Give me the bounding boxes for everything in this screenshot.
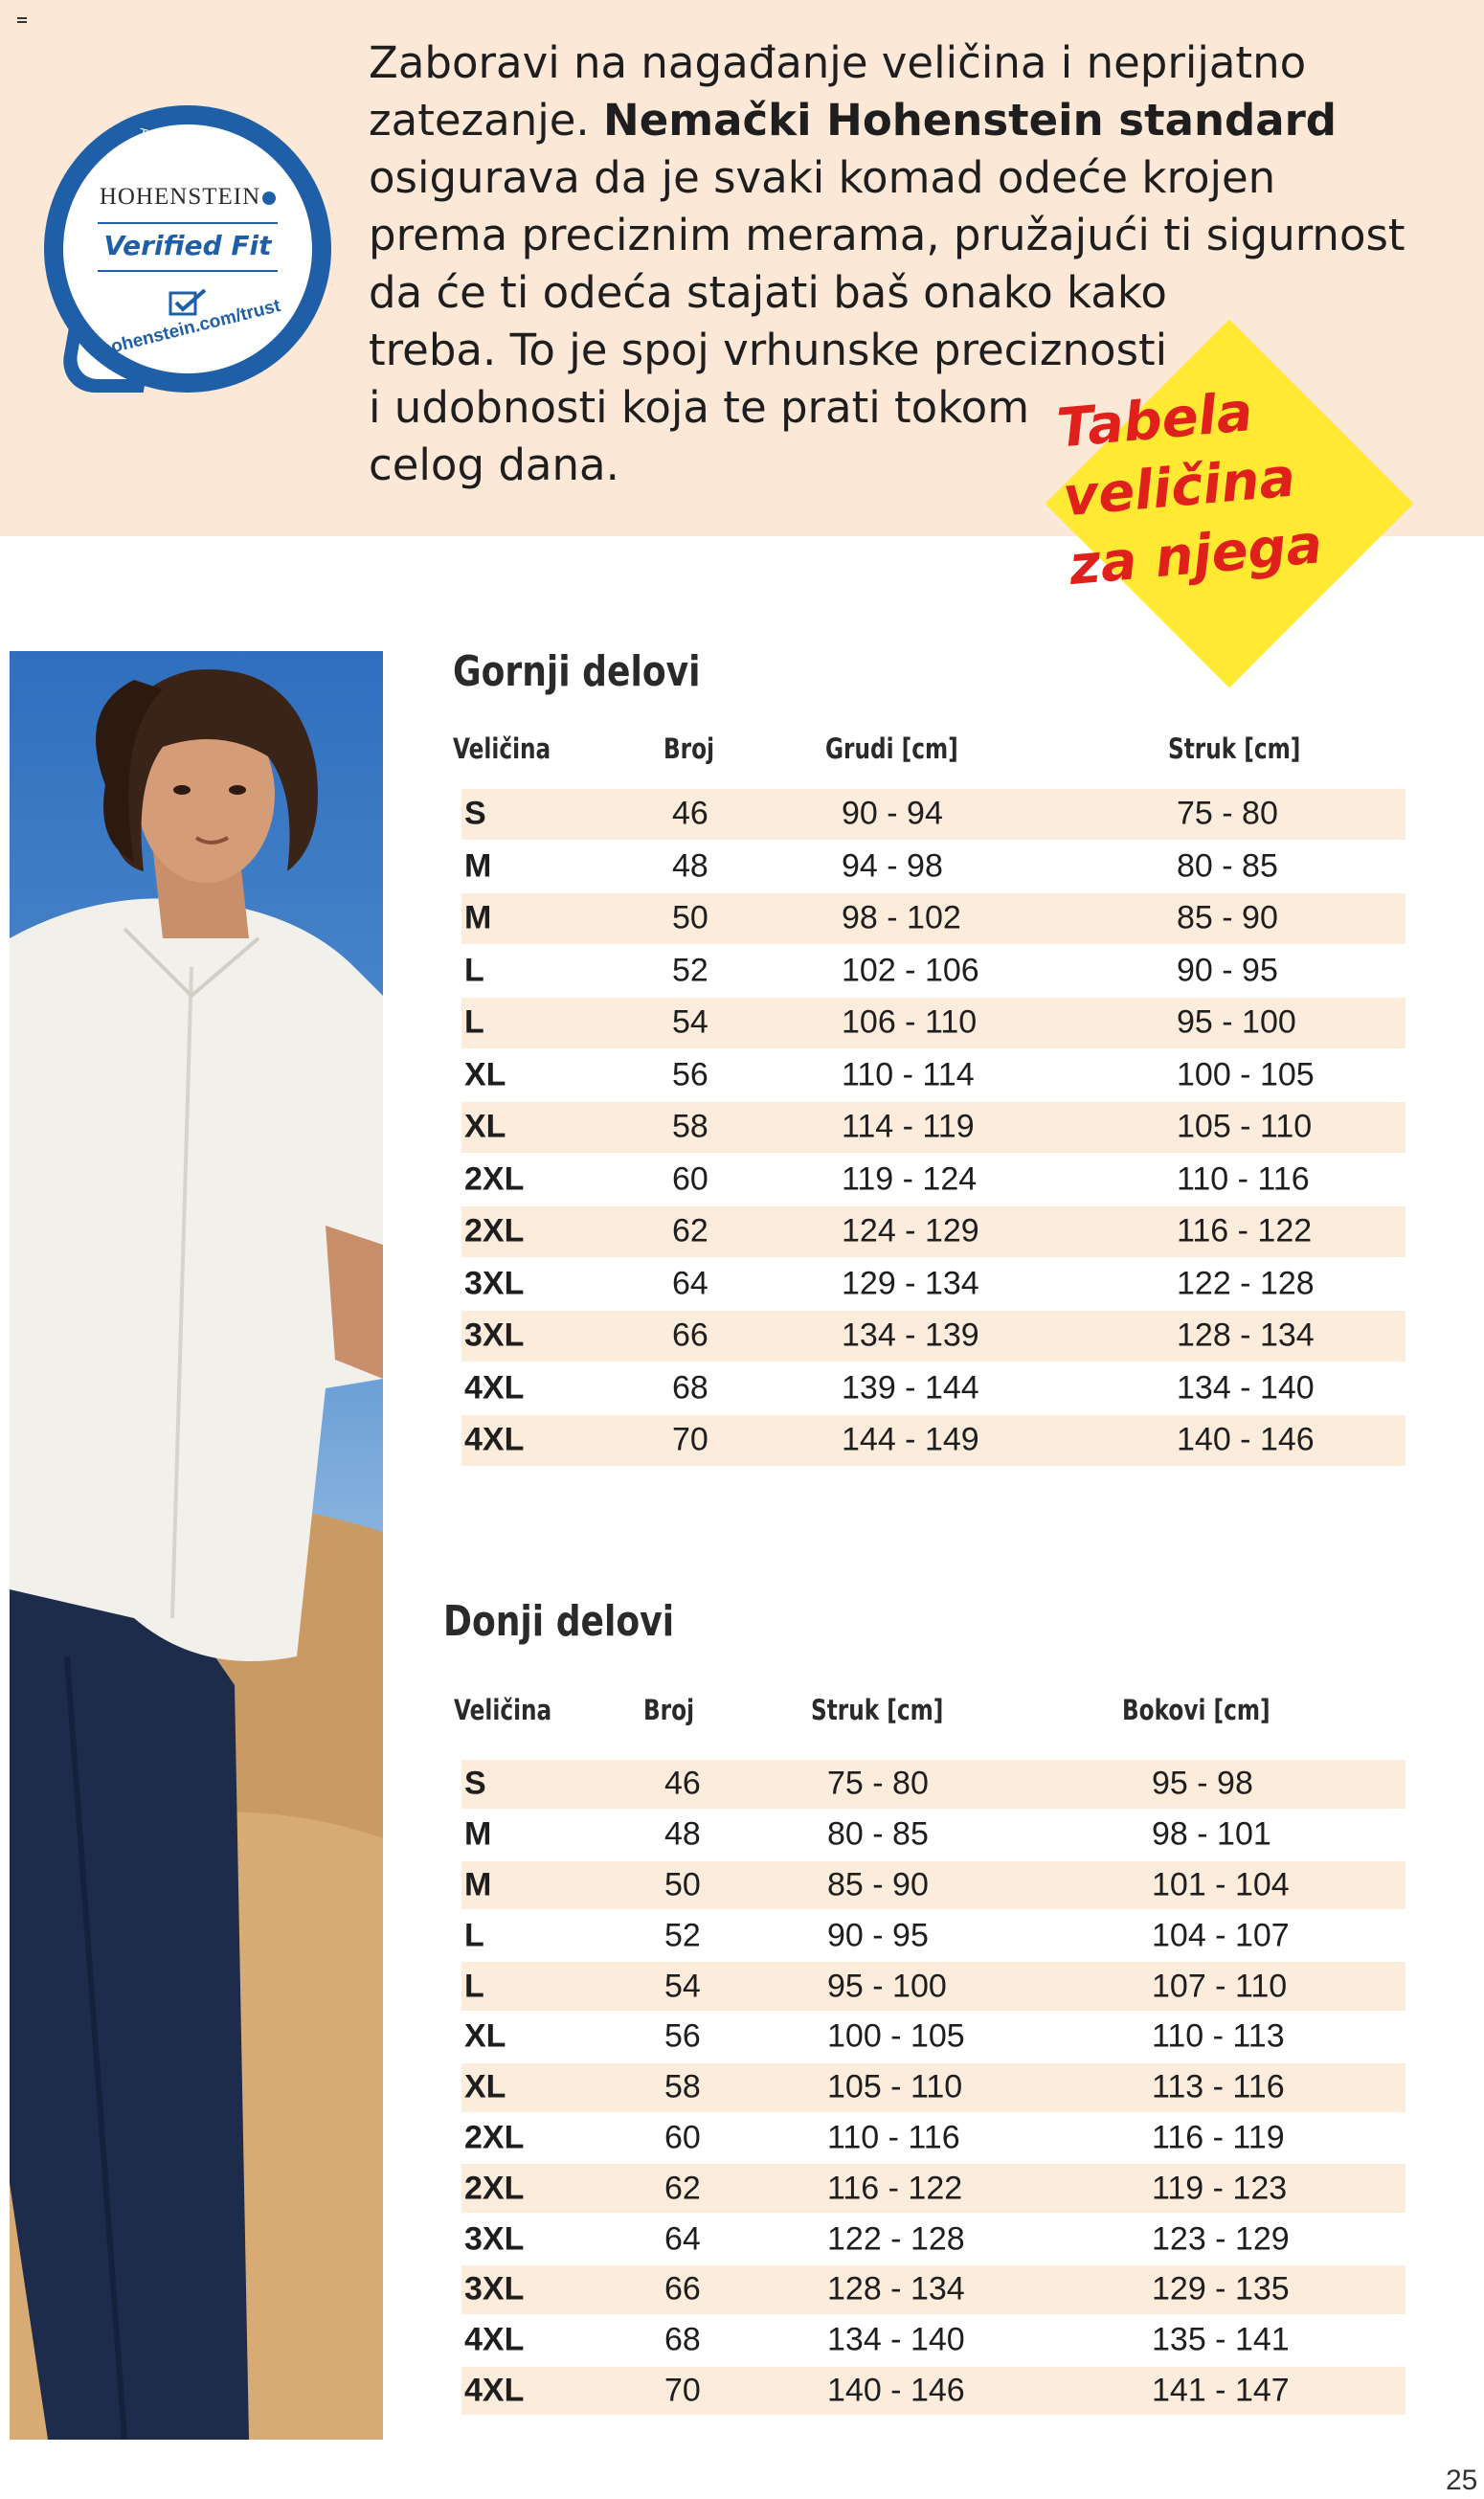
cell-waist: 80 - 85 [827,1815,929,1853]
cell-number: 46 [664,1765,701,1802]
cell-waist: 85 - 90 [1177,899,1278,936]
table-row [461,2114,1405,2165]
intro-line: da će ti odeća stajati baš onako kako [369,267,1167,318]
cell-number: 64 [672,1265,708,1302]
cell-number: 62 [672,1212,708,1250]
cell-hips: 101 - 104 [1152,1866,1290,1903]
cell-hips: 141 - 147 [1152,2372,1290,2409]
cell-size: XL [464,2068,506,2105]
cell-waist: 95 - 100 [827,1968,947,2005]
intro-line: treba. To je spoj vrhunske preciznosti [369,325,1168,375]
lower-header-hips: Bokovi [cm] [1122,1694,1270,1726]
cell-waist: 100 - 105 [827,2017,965,2055]
table-row [461,1811,1405,1861]
table-row [461,1861,1405,1912]
table-row [461,1911,1405,1962]
cell-waist: 140 - 146 [1177,1421,1315,1458]
cell-waist: 110 - 116 [827,2119,960,2156]
cell-size: M [464,1815,492,1853]
cell-number: 64 [664,2220,701,2258]
table-row [461,1415,1405,1468]
cell-waist: 85 - 90 [827,1866,929,1903]
cell-number: 66 [672,1317,708,1354]
cell-waist: 140 - 146 [827,2372,965,2409]
cell-size: S [464,795,486,832]
cell-size: 2XL [464,2119,525,2156]
table-row [461,1206,1405,1259]
menu-icon[interactable] [17,17,27,25]
cell-size: M [464,899,492,936]
intro-line: i udobnosti koja te prati tokom [369,382,1030,433]
cell-hips: 95 - 98 [1152,1765,1253,1802]
cell-waist: 134 - 140 [1177,1369,1315,1407]
badge-brand-text: HOHENSTEIN [99,184,261,210]
cell-size: L [464,1968,484,2005]
table-row [461,2265,1405,2316]
cell-number: 70 [672,1421,708,1458]
cell-size: L [464,952,484,989]
cell-number: 52 [664,1917,701,1954]
cell-number: 58 [672,1108,708,1145]
table-row [461,1259,1405,1312]
cell-hips: 116 - 119 [1152,2119,1285,2156]
cell-number: 58 [664,2068,701,2105]
table-row [461,1962,1405,2013]
intro-line: celog dana. [369,439,619,490]
hohenstein-badge [44,105,347,408]
table-row [461,1363,1405,1416]
cell-size: 3XL [464,1317,525,1354]
cell-hips: 107 - 110 [1152,1968,1288,2005]
cell-chest: 98 - 102 [842,899,961,936]
cell-number: 68 [672,1369,708,1407]
cell-chest: 124 - 129 [842,1212,979,1250]
cell-number: 56 [664,2017,701,2055]
model-illustration [10,651,383,2440]
cell-waist: 116 - 122 [827,2170,963,2207]
cell-number: 48 [664,1815,701,1853]
cell-size: 2XL [464,2170,525,2207]
cell-size: 2XL [464,1212,525,1250]
table-row [461,2316,1405,2367]
cell-size: 3XL [464,2220,525,2258]
cell-waist: 75 - 80 [827,1765,929,1802]
cell-size: XL [464,2017,506,2055]
intro-line: Zaboravi na nagađanje veličina i neprijatno [369,37,1307,88]
cell-number: 46 [672,795,708,832]
banner-line: Tabela [1054,381,1255,461]
cell-size: XL [464,1108,506,1145]
cell-hips: 129 - 135 [1152,2270,1290,2308]
cell-size: 3XL [464,2270,525,2308]
cell-chest: 110 - 114 [842,1056,975,1093]
cell-hips: 119 - 123 [1152,2170,1288,2207]
lower-table-title: Donji delovi [443,1597,675,1646]
cell-waist: 75 - 80 [1177,795,1278,832]
table-row [461,1155,1405,1207]
badge-tested-text: Tested in Germany [136,125,259,170]
table-row [461,789,1405,842]
cell-number: 54 [672,1003,708,1041]
cell-hips: 123 - 129 [1152,2220,1290,2258]
cell-number: 68 [664,2321,701,2358]
cell-waist: 110 - 116 [1177,1160,1310,1198]
table-row [461,1311,1405,1363]
lower-header-size: Veličina [454,1694,552,1726]
badge-verified-fit: Verified Fit [103,230,272,261]
cell-number: 56 [672,1056,708,1093]
table-row [461,2063,1405,2114]
cell-waist: 80 - 85 [1177,847,1278,885]
cell-size: L [464,1003,484,1041]
upper-header-waist: Struk [cm] [1168,732,1301,765]
cell-size: 4XL [464,2372,525,2409]
lower-header-waist: Struk [cm] [811,1694,944,1726]
table-row [461,2013,1405,2063]
table-row [461,998,1405,1050]
badge-divider [98,270,278,272]
checkbox-icon [169,287,209,318]
banner-line: za njega [1067,513,1325,598]
cell-hips: 110 - 113 [1152,2017,1285,2055]
upper-header-number: Broj [663,732,715,765]
cell-hips: 135 - 141 [1152,2321,1290,2358]
lower-size-table [461,1760,1405,2417]
cell-chest: 94 - 98 [842,847,943,885]
size-chart-banner-text [1054,362,1453,601]
table-row [461,893,1405,946]
cell-number: 60 [664,2119,701,2156]
cell-waist: 116 - 122 [1177,1212,1313,1250]
upper-header-chest: Grudi [cm] [825,732,958,765]
cell-size: L [464,1917,484,1954]
table-row [461,1760,1405,1811]
table-row [461,842,1405,894]
lower-header-number: Broj [643,1694,695,1726]
cell-size: M [464,847,492,885]
page-number: 25 [1446,2465,1478,2496]
intro-line: prema preciznim merama, pružajući ti sigurnost [369,210,1405,260]
cell-chest: 102 - 106 [842,952,979,989]
banner-line: veličina [1060,446,1298,529]
cell-waist: 100 - 105 [1177,1056,1315,1093]
cell-number: 48 [672,847,708,885]
cell-number: 66 [664,2270,701,2308]
cell-size: 4XL [464,1421,525,1458]
cell-size: 4XL [464,2321,525,2358]
cell-waist: 90 - 95 [1177,952,1278,989]
cell-waist: 90 - 95 [827,1917,929,1954]
cell-number: 60 [672,1160,708,1198]
cell-chest: 119 - 124 [842,1160,978,1198]
model-photo [10,651,383,2440]
table-row [461,2367,1405,2418]
cell-size: XL [464,1056,506,1093]
cell-waist: 105 - 110 [827,2068,963,2105]
intro-line: osigurava da je svaki komad odeće krojen [369,152,1276,203]
table-row [461,1102,1405,1155]
cell-waist: 134 - 140 [827,2321,965,2358]
cell-number: 54 [664,1968,701,2005]
cell-chest: 114 - 119 [842,1108,975,1145]
cell-chest: 90 - 94 [842,795,943,832]
cell-hips: 104 - 107 [1152,1917,1290,1954]
cell-waist: 122 - 128 [827,2220,965,2258]
cell-size: 3XL [464,1265,525,1302]
intro-emphasis: Nemački Hohenstein standard [603,95,1337,146]
cell-number: 62 [664,2170,701,2207]
cell-waist: 128 - 134 [1177,1317,1315,1354]
badge-dot-icon [262,191,276,205]
upper-table-title: Gornji delovi [453,647,701,696]
cell-number: 50 [664,1866,701,1903]
cell-size: 4XL [464,1369,525,1407]
cell-waist: 105 - 110 [1177,1108,1313,1145]
cell-waist: 122 - 128 [1177,1265,1315,1302]
cell-number: 52 [672,952,708,989]
cell-waist: 95 - 100 [1177,1003,1296,1041]
cell-chest: 134 - 139 [842,1317,979,1354]
badge-url: hohenstein.com/trust [98,295,283,361]
cell-chest: 144 - 149 [842,1421,979,1458]
cell-chest: 139 - 144 [842,1369,979,1407]
cell-waist: 128 - 134 [827,2270,965,2308]
table-row [461,2215,1405,2265]
cell-chest: 106 - 110 [842,1003,978,1041]
cell-size: M [464,1866,492,1903]
cell-size: 2XL [464,1160,525,1198]
table-row [461,1050,1405,1103]
cell-chest: 129 - 134 [842,1265,979,1302]
upper-size-table [461,789,1405,1468]
cell-size: S [464,1765,486,1802]
table-row [461,2164,1405,2215]
cell-number: 70 [664,2372,701,2409]
cell-hips: 98 - 101 [1152,1815,1271,1853]
cell-number: 50 [672,899,708,936]
intro-line-part: zatezanje. [369,95,604,146]
badge-divider [98,222,278,224]
table-row [461,946,1405,999]
cell-hips: 113 - 116 [1152,2068,1285,2105]
badge-brand [82,184,293,211]
upper-header-size: Veličina [453,732,551,765]
intro-line [369,92,1422,149]
